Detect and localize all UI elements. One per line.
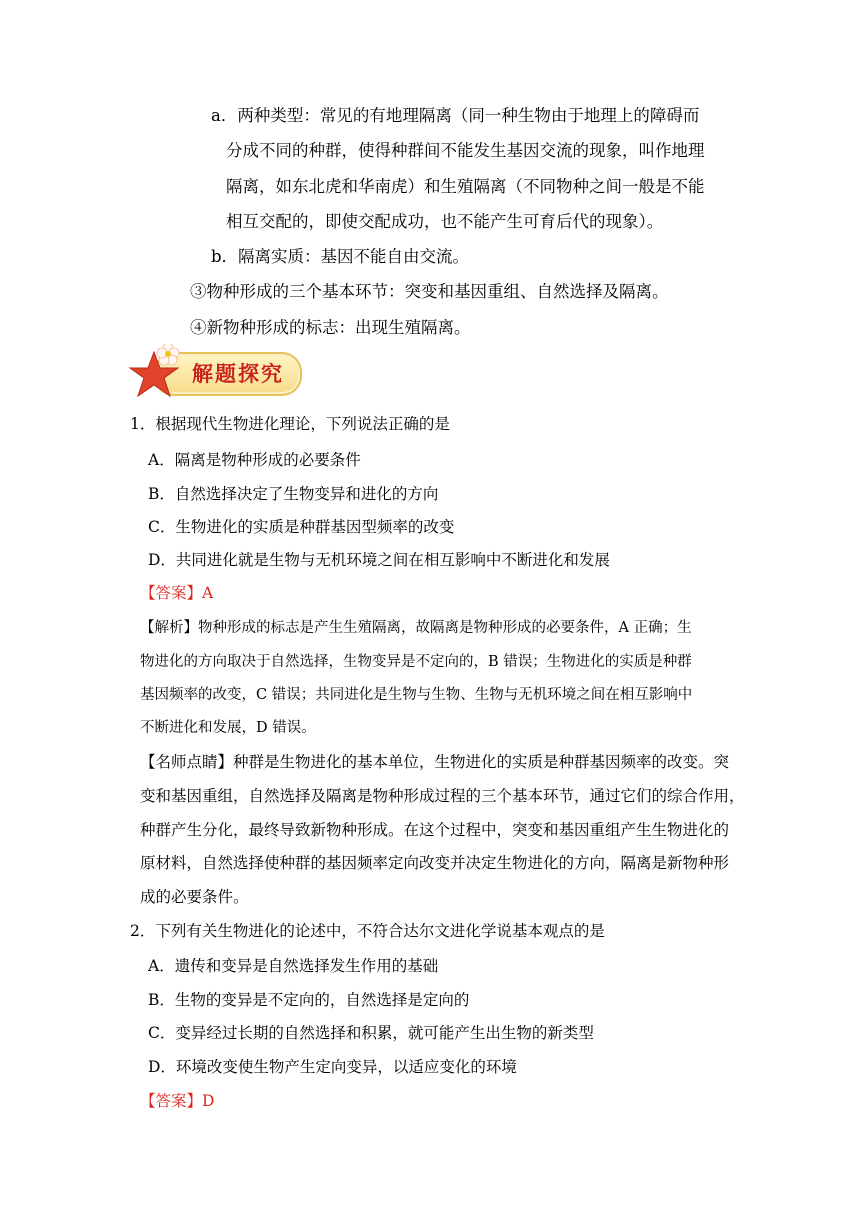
q2-stem: 2．下列有关生物进化的论述中，不符合达尔文进化学说基本观点的是 [130, 922, 605, 940]
q1-option-c: C．生物进化的实质是种群基因型频率的改变 [148, 518, 455, 536]
q1-analysis-line-2: 物进化的方向取决于自然选择，生物变异是不定向的，B 错误；生物进化的实质是种群 [140, 654, 692, 670]
note-a-line-4: 相互交配的，即使交配成功，也不能产生可育后代的现象）。 [226, 212, 664, 231]
badge-label: 解题探究 [192, 362, 284, 386]
q1-answer-label: 【答案】 [140, 584, 203, 602]
note-b-line: b．隔离实质：基因不能自由交流。 [211, 247, 470, 266]
q1-stem: 1．根据现代生物进化理论，下列说法正确的是 [130, 415, 450, 433]
section-badge [124, 344, 302, 400]
q1-option-a: A．隔离是物种形成的必要条件 [148, 451, 361, 469]
q1-analysis-line-1 [140, 618, 692, 638]
q1-option-d: D．共同进化就是生物与无机环境之间在相互影响中不断进化和发展 [148, 551, 610, 569]
q1-tips-line-5: 成的必要条件。 [140, 888, 249, 906]
note-a-line-2: 分成不同的种群，使得种群间不能发生基因交流的现象，叫作地理 [226, 141, 705, 160]
q1-analysis-label: 【解析】 [140, 620, 198, 636]
q1-tips-line-2: 变和基因重组，自然选择及隔离是物种形成过程的三个基本环节，通过它们的综合作用， [140, 787, 745, 805]
q1-analysis-line-3: 基因频率的改变，C 错误；共同进化是生物与生物、生物与无机环境之间在相互影响中 [140, 687, 693, 703]
q2-answer-label: 【答案】 [140, 1092, 203, 1110]
q1-tips-label: 【名师点睛】 [140, 753, 234, 771]
q1-analysis-text-1: 物种形成的标志是产生生殖隔离，故隔离是物种形成的必要条件，A 正确；生 [198, 620, 692, 636]
q1-tips-line-4: 原材料，自然选择使种群的基因频率定向改变并决定生物进化的方向，隔离是新物种形 [140, 854, 730, 872]
note-a-line-1: a．两种类型：常见的有地理隔离（同一种生物由于地理上的障碍而 [211, 106, 700, 125]
q1-analysis-line-4: 不断进化和发展，D 错误。 [140, 720, 316, 736]
q2-option-b: B．生物的变异是不定向的，自然选择是定向的 [148, 991, 470, 1009]
q2-option-c: C．变异经过长期的自然选择和积累，就可能产生出生物的新类型 [148, 1024, 594, 1042]
q2-option-a: A．遗传和变异是自然选择发生作用的基础 [148, 957, 439, 975]
note-a-line-3: 隔离，如东北虎和华南虎）和生殖隔离（不同物种之间一般是不能 [226, 177, 705, 196]
q2-answer-value: D [202, 1092, 215, 1110]
q1-answer-value: A [202, 584, 214, 602]
q1-tips-line-3: 种群产生分化，最终导致新物种形成。在这个过程中，突变和基因重组产生生物进化的 [140, 821, 730, 839]
note-point-4: ④新物种形成的标志：出现生殖隔离。 [190, 318, 471, 337]
q1-tips-text-1: 种群是生物进化的基本单位，生物进化的实质是种群基因频率的改变。突 [233, 753, 730, 771]
q1-answer [140, 583, 213, 603]
q1-option-b: B．自然选择决定了生物变异和进化的方向 [148, 485, 439, 503]
q2-option-d: D．环境改变使生物产生定向变异，以适应变化的环境 [148, 1058, 517, 1076]
q2-answer [140, 1091, 214, 1111]
note-point-3: ③物种形成的三个基本环节：突变和基因重组、自然选择及隔离。 [190, 282, 669, 301]
q1-tips-line-1 [140, 752, 729, 772]
